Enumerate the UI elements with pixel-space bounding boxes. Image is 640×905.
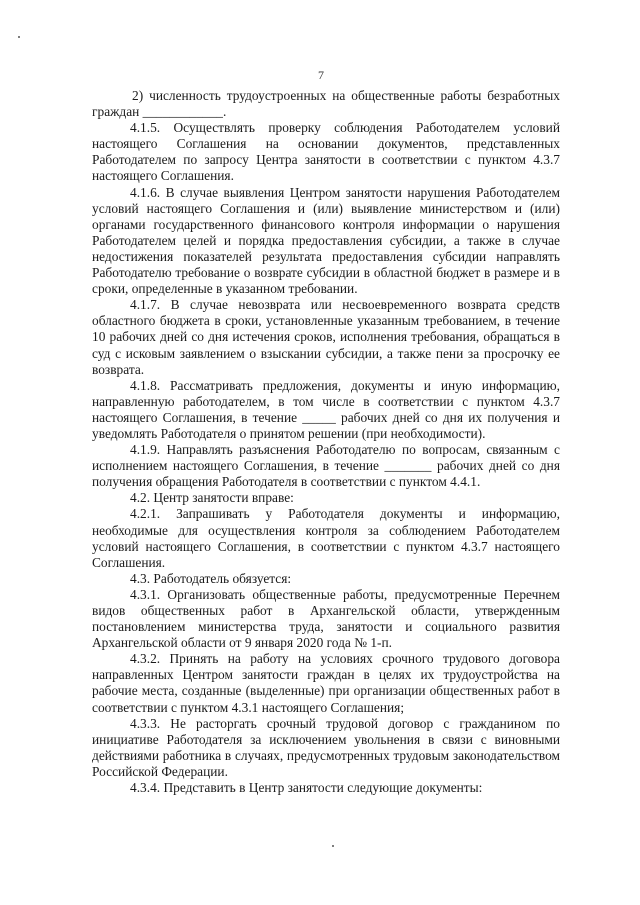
document-body (92, 88, 560, 796)
paragraph-4-3-4: 4.3.4. Представить в Центр занятости следующие документы: (130, 780, 483, 796)
paragraph-count-unemployed: 2) численность трудоустроенных на общественные работы безработных граждан ____________. (92, 88, 560, 120)
paragraph-4-3-2: 4.3.2. Принять на работу на условиях срочного трудового договора направленных Центром занятости граждан в целях их трудоустройства на рабочие места, созданные (выделенные) при организации общественных работ в соответствии с пунктом 4.3.1 настоящего Соглашения; (92, 651, 560, 715)
paragraph-4-3-3: 4.3.3. Не расторгать срочный трудовой договор с гражданином по инициативе Работодателя за исключением увольнения в связи с виновными действиями работника в случаях, предусмотренных трудовым законодательством Российской Федерации. (92, 715, 560, 779)
section-heading-4-2: 4.2. Центр занятости вправе: (130, 490, 294, 506)
scan-speck (332, 845, 334, 847)
paragraph-4-1-6: 4.1.6. В случае выявления Центром занятости нарушения Работодателем условий настоящего Соглашения и (или) выявление министерством и (или) органами государственного финансового контроля информации о нарушения Работодателем целей и порядка предоставления субсидии, а также в случае недостижения показателей результата предоставления субсидии направлять Работодателю требование о возврате субсидии в областной бюджет в размере и в сроки, определенные в указанном требовании. (92, 184, 560, 297)
paragraph-4-1-5: 4.1.5. Осуществлять проверку соблюдения Работодателем условий настоящего Соглашения на основании документов, представленных Работодателем по запросу Центра занятости в соответствии с пунктом 4.3.7 настоящего Соглашения. (92, 120, 560, 184)
paragraph-4-3-1: 4.3.1. Организовать общественные работы, предусмотренные Перечнем видов общественных работ в Архангельской области, утвержденным постановлением министерства труда, занятости и социального развития Архангельской области от 9 января 2020 года № 1-п. (92, 586, 560, 651)
section-heading-4-3: 4.3. Работодатель обязуется: (130, 570, 292, 586)
page-number: 7 (318, 68, 324, 82)
scan-speck (18, 36, 20, 38)
paragraph-4-1-7: 4.1.7. В случае невозврата или несвоевременного возврата средств областного бюджета в сроки, установленные указанным требованием, в течение 10 рабочих дней со дня истечения сроков, исполнения требования, обращаться в суд с исковым заявлением о взыскании субсидии, а также пени за просрочку ее возврата. (92, 297, 560, 377)
paragraph-4-1-9: 4.1.9. Направлять разъяснения Работодателю по вопросам, связанным с исполнением настоящего Соглашения, в течение _______ рабочих дней со дня получения обращения Работодателя в соответствии с пунктом 4.4.1. (92, 442, 560, 490)
paragraph-4-1-8: 4.1.8. Рассматривать предложения, документы и иную информацию, направленную работодателем, в том числе в соответствии с пунктом 4.3.7 настоящего Соглашения, в течение _____ рабочих дней со дня их получения и уведомлять Работодателя о принятом решении (при необходимости). (92, 377, 560, 441)
paragraph-4-2-1: 4.2.1. Запрашивать у Работодателя документы и информацию, необходимые для осуществления контроля за соблюдением Работодателем условий настоящего Соглашения, в соответствии с пунктом 4.3.7 настоящего Соглашения. (92, 506, 560, 570)
